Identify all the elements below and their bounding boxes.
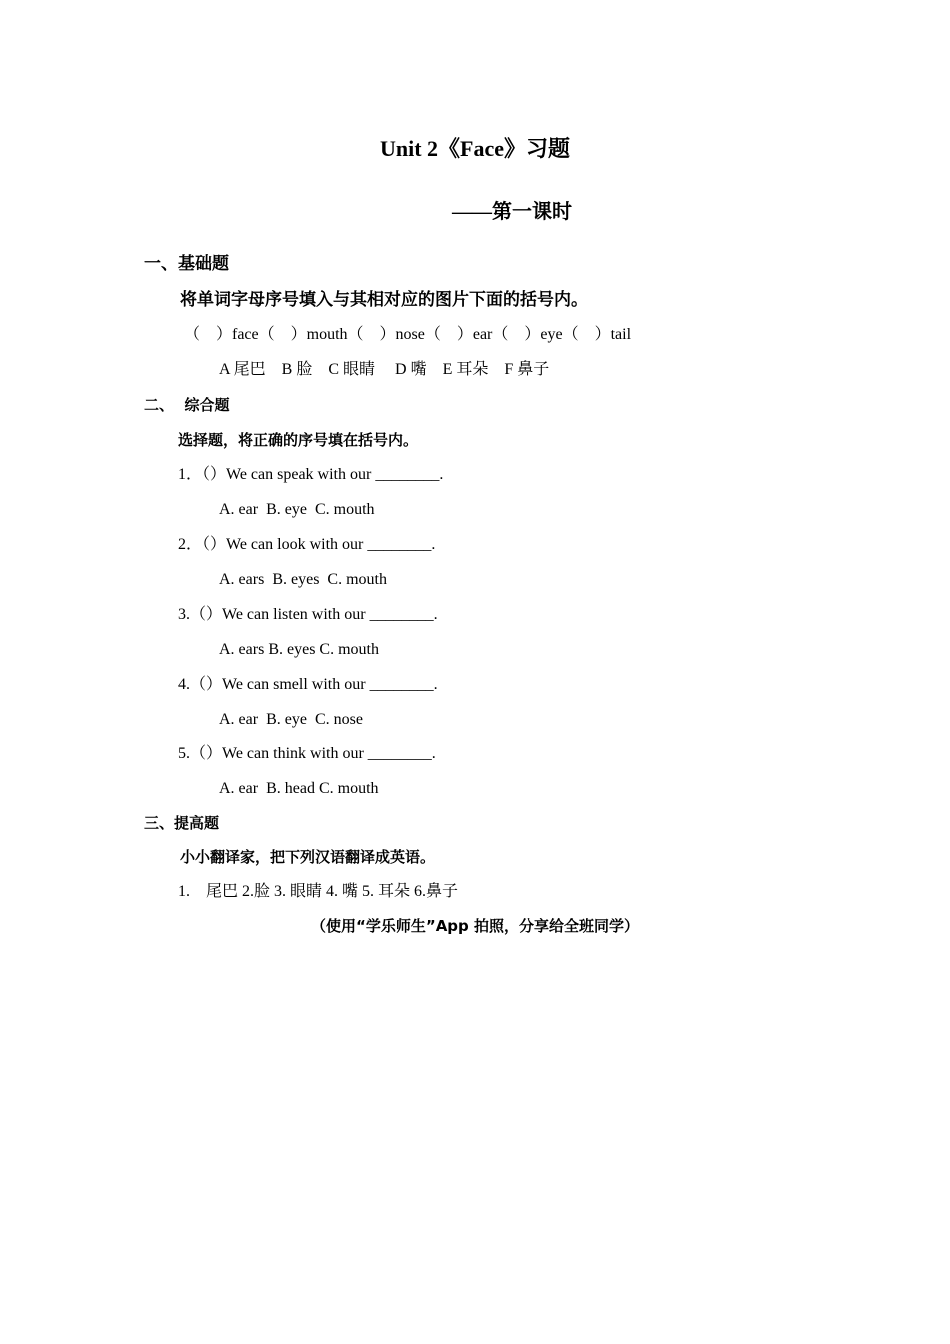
- question-1-options: A. ear B. eye C. mouth: [219, 501, 375, 518]
- section2-heading: 二、 综合题: [144, 396, 230, 414]
- question-4-options: A. ear B. eye C. nose: [219, 711, 363, 728]
- document-subtitle: ——第一课时: [452, 201, 572, 223]
- section2-instruction: 选择题，将正确的序号填在括号内。: [178, 431, 419, 449]
- section3-item: 1. 尾巴 2.脸 3. 眼睛 4. 嘴 5. 耳朵 6.鼻子: [178, 883, 459, 900]
- question-2-options: A. ears B. eyes C. mouth: [219, 571, 387, 588]
- question-1: 1．（）We can speak with our ________.: [178, 466, 444, 483]
- section1-words-line: （ ）face（ ）mouth（ ）nose（ ）ear（ ）eye（ ）tail: [184, 326, 632, 343]
- question-3-options: A. ears B. eyes C. mouth: [219, 641, 379, 658]
- section1-heading: 一、基础题: [144, 254, 229, 274]
- question-3: 3.（）We can listen with our ________.: [178, 606, 438, 623]
- section3-heading: 三、提高题: [144, 814, 220, 832]
- footer-note: （使用“学乐师生”App 拍照，分享给全班同学）: [310, 917, 640, 935]
- section1-options-line: A 尾巴 B 脸 C 眼睛 D 嘴 E 耳朵 F 鼻子: [219, 361, 550, 378]
- question-4: 4.（）We can smell with our ________.: [178, 676, 438, 693]
- section3-instruction: 小小翻译家，把下列汉语翻译成英语。: [180, 848, 436, 866]
- question-2: 2．（）We can look with our ________.: [178, 536, 436, 553]
- section1-instruction: 将单词字母序号填入与其相对应的图片下面的括号内。: [180, 290, 588, 310]
- document-title: Unit 2《Face》习题: [379, 136, 571, 161]
- question-5-options: A. ear B. head C. mouth: [219, 780, 379, 797]
- question-5: 5.（）We can think with our ________.: [178, 745, 436, 762]
